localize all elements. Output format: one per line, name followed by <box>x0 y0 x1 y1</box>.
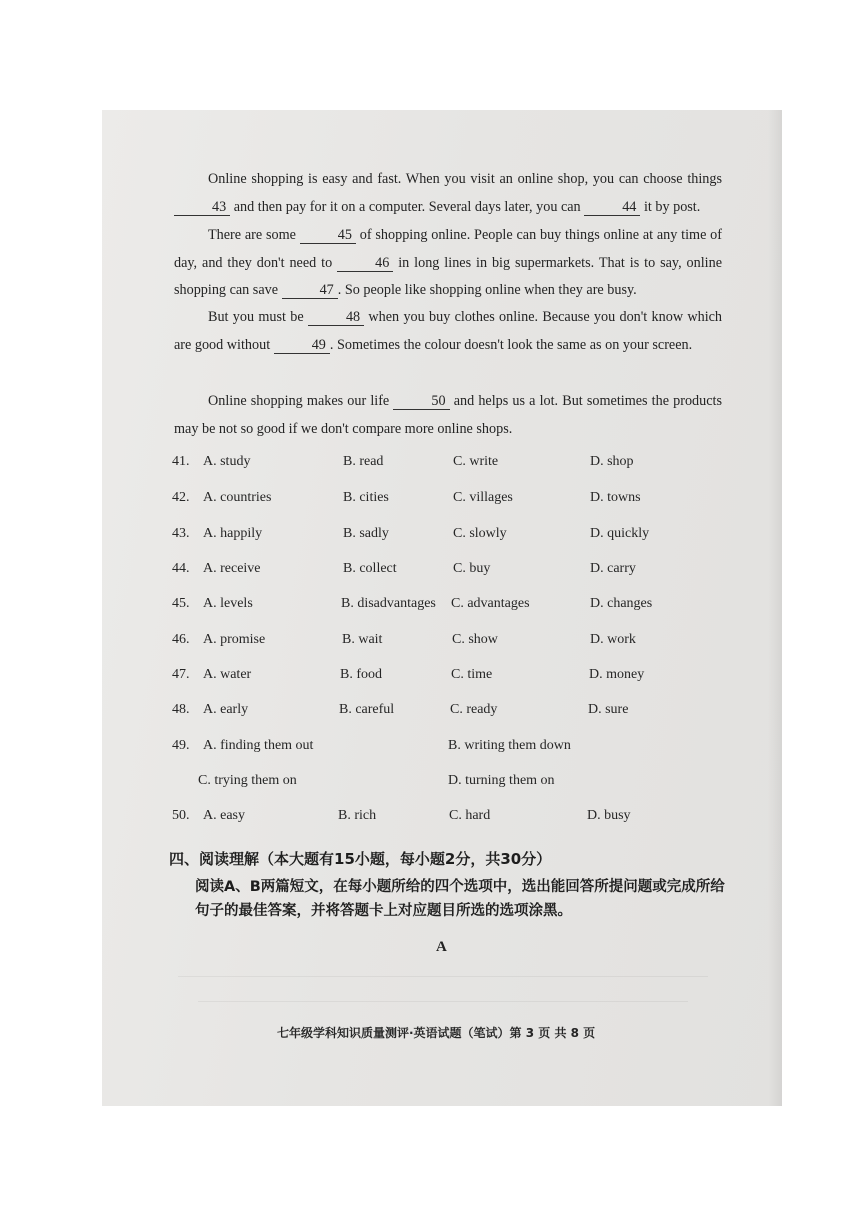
passage-text: . So people like shopping online when they are busy. <box>337 282 637 298</box>
question-49-continued <box>172 773 732 793</box>
question-44 <box>172 561 732 581</box>
option-a: A. water <box>203 667 252 682</box>
passage-text: in long lines in big supermarkets. That is to say, online shopping can save <box>174 254 723 298</box>
option-a: A. finding them out <box>203 738 314 753</box>
blank-43: 43 <box>174 199 230 216</box>
option-b: B. writing them down <box>448 738 571 753</box>
passage-text: Online shopping is easy and fast. When you visit an online shop, you can choose things <box>208 171 722 187</box>
option-c: C. show <box>452 632 498 647</box>
option-a: A. countries <box>203 490 272 505</box>
blank-44: 44 <box>584 199 640 216</box>
option-b: B. wait <box>342 632 383 647</box>
option-b: B. sadly <box>343 526 389 541</box>
page-footer: 七年级学科知识质量测评·英语试题（笔试）第 3 页 共 8 页 <box>277 1026 596 1040</box>
option-b: B. rich <box>338 808 377 823</box>
blank-46: 46 <box>337 255 393 272</box>
question-number: 46. <box>172 632 190 647</box>
question-number: 42. <box>172 490 190 505</box>
passage-text: . Sometimes the colour doesn't look the same as on your screen. <box>329 336 693 353</box>
question-47 <box>172 667 732 687</box>
section-instruction: 阅读A、B两篇短文，在每小题所给的四个选项中，选出能回答所提问题或完成所给句子的最佳答案，并将答题卡上对应题目所选的选项涂黑。 <box>195 879 725 919</box>
passage-paragraph-1 <box>174 166 722 221</box>
option-b: B. cities <box>343 490 389 505</box>
question-number: 50. <box>172 808 190 823</box>
option-b: B. collect <box>343 561 397 576</box>
passage-text: There are some <box>208 227 296 243</box>
question-number: 41. <box>172 454 190 469</box>
option-c: C. ready <box>450 702 498 717</box>
question-43 <box>172 526 732 546</box>
passage-text: it by post. <box>643 198 701 215</box>
passage-text: and then pay for it on a computer. Several days later, you can <box>233 198 581 215</box>
option-c: C. hard <box>449 808 491 823</box>
passage-paragraph-2 <box>174 222 722 305</box>
option-a: A. levels <box>203 596 253 611</box>
option-c: C. trying them on <box>198 773 297 788</box>
question-41 <box>172 454 732 474</box>
blank-45: 45 <box>300 227 356 244</box>
passage-text: But you must be <box>208 309 304 325</box>
option-a: A. easy <box>203 808 245 823</box>
exam-page <box>102 110 782 1106</box>
question-42 <box>172 490 732 510</box>
option-a: A. receive <box>203 561 261 576</box>
passage-text: and helps us a lot. But sometimes the products may be not so good if we don't compare more online shops. <box>174 393 723 437</box>
option-c: C. time <box>451 667 493 682</box>
passage-paragraph-3 <box>174 304 722 359</box>
option-d: D. turning them on <box>448 773 555 788</box>
option-a: A. happily <box>203 526 263 541</box>
option-b: B. disadvantages <box>341 596 436 611</box>
option-c: C. villages <box>453 490 513 505</box>
option-b: B. read <box>343 454 384 469</box>
passage-paragraph-4 <box>174 388 722 443</box>
blank-48: 48 <box>308 309 364 326</box>
option-c: C. write <box>453 454 499 469</box>
option-d: D. carry <box>590 561 636 576</box>
question-48 <box>172 702 732 722</box>
option-d: D. sure <box>588 702 629 717</box>
option-d: D. towns <box>590 490 641 505</box>
question-number: 48. <box>172 702 190 717</box>
passage-text: Online shopping makes our life <box>208 393 390 409</box>
blank-47: 47 <box>282 282 338 299</box>
passage-text: of shopping online. People can buy things online at any time of day, and they don't need to <box>174 227 723 271</box>
section-title: 四、阅读理解（本大题有15小题，每小题2分，共30分） <box>169 850 552 868</box>
option-b: B. careful <box>339 702 395 717</box>
question-45 <box>172 596 732 616</box>
blank-49: 49 <box>274 337 330 354</box>
blank-50: 50 <box>393 393 449 410</box>
question-number: 49. <box>172 738 190 753</box>
question-46 <box>172 632 732 652</box>
question-49 <box>172 738 732 758</box>
passage-text: when you buy clothes online. Because you don't know which are good without <box>174 309 723 353</box>
option-a: A. promise <box>203 632 266 647</box>
option-a: A. study <box>203 454 251 469</box>
question-number: 44. <box>172 561 190 576</box>
question-number: 47. <box>172 667 190 682</box>
option-d: D. busy <box>587 808 631 823</box>
question-number: 43. <box>172 526 190 541</box>
option-d: D. work <box>590 632 636 647</box>
option-d: D. quickly <box>590 526 650 541</box>
option-d: D. money <box>589 667 645 682</box>
passage-label: A <box>436 939 447 955</box>
option-d: D. shop <box>590 454 634 469</box>
question-50 <box>172 808 732 828</box>
option-c: C. slowly <box>453 526 507 541</box>
question-number: 45. <box>172 596 190 611</box>
option-c: C. buy <box>453 561 491 576</box>
option-c: C. advantages <box>451 596 530 611</box>
option-a: A. early <box>203 702 249 717</box>
option-d: D. changes <box>590 596 653 611</box>
option-b: B. food <box>340 667 382 682</box>
bleed-through-texture <box>158 962 728 1026</box>
